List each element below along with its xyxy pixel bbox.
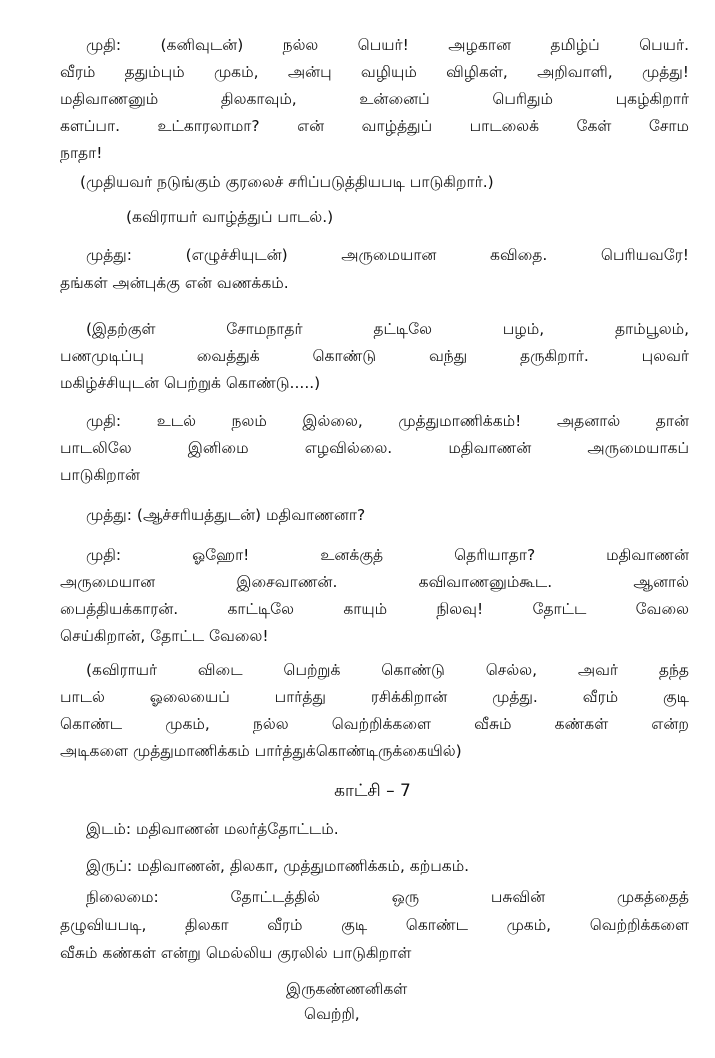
text-line: முதி: (கனிவுடன்) நல்ல பெயர்! அழகான தமிழ்ப் பெயர். [86, 36, 689, 54]
text-line: செய்கிறான், தோட்ட வேலை! [60, 627, 269, 645]
stage-direction: கொண்ட முகம், நல்ல வெற்றிக்களை வீசும் கண்கள் என்ற [60, 715, 689, 733]
scene-situation: வீசும் கண்கள் என்று மெல்லிய குரலில் பாடுகிறாள் [60, 944, 412, 962]
text-line: முத்து: (ஆச்சரியத்துடன்) மதிவாணனா? [86, 506, 366, 524]
text-line: நாதா! [60, 144, 103, 162]
text-line: மதிவாணனும் திலகாவும், உன்னைப் பெரிதும் புகழ்கிறார் [60, 90, 689, 108]
text-line: களப்பா. உட்காரலாமா? என் வாழ்த்துப் பாடலைக் கேள் சோம [60, 117, 689, 135]
text-line: முதி: ஓஹோ! உனக்குத் தெரியாதா? மதிவாணன் [86, 546, 689, 564]
stage-direction: பாடல் ஓலையைப் பார்த்து ரசிக்கிறான் முத்து. வீரம் குடி [60, 688, 689, 706]
stage-direction: (கவிராயர் விடை பெற்றுக் கொண்டு செல்ல, அவர் தந்த [86, 661, 689, 679]
text-line: பாடுகிறான் [60, 466, 140, 484]
text-line: தங்கள் அன்புக்கு என் வணக்கம். [60, 274, 289, 292]
text-line: வீரம் ததும்பும் முகம், அன்பு வழியும் விழிகள், அறிவாளி, முத்து! [60, 63, 689, 81]
stage-direction: மகிழ்ச்சியுடன் பெற்றுக் கொண்டு.....) [60, 374, 321, 392]
stage-direction: அடிகளை முத்துமாணிக்கம் பார்த்துக்கொண்டிருக்கையில்) [60, 742, 462, 760]
text-line: பைத்தியக்காரன். காட்டிலே காயும் நிலவு! தோட்ட வேலை [60, 600, 689, 618]
song-line: இருகண்ணனிகள் [286, 980, 408, 998]
scene-characters: இருப்: மதிவாணன், திலகா, முத்துமாணிக்கம், கற்பகம். [86, 857, 470, 875]
text-line: அருமையான இசைவாணன். கவிவாணனும்கூட. ஆனால் [60, 573, 689, 591]
song-line: வெற்றி, [304, 1005, 360, 1023]
stage-direction: (இதற்குள் சோமநாதர் தட்டிலே பழம், தாம்பூலம், [86, 320, 689, 338]
scene-heading: காட்சி – 7 [334, 781, 411, 801]
scene-situation: தழுவியபடி, திலகா வீரம் குடி கொண்ட முகம், வெற்றிக்களை [60, 916, 689, 934]
scene-location: இடம்: மதிவாணன் மலர்த்தோட்டம். [86, 820, 339, 838]
text-line: பாடலிலே இனிமை எழவில்லை. மதிவாணன் அருமையாகப் [60, 439, 689, 457]
stage-direction: (கவிராயர் வாழ்த்துப் பாடல்.) [126, 208, 334, 226]
scene-situation: நிலைமை: தோட்டத்தில் ஒரு பசுவின் முகத்தைத் [86, 888, 689, 906]
text-line: முத்து: (எழுச்சியுடன்) அருமையான கவிதை. பெரியவரே! [86, 246, 689, 264]
text-line: முதி: உடல் நலம் இல்லை, முத்துமாணிக்கம்! அதனால் தான் [86, 412, 689, 430]
stage-direction: பணமுடிப்பு வைத்துக் கொண்டு வந்து தருகிறார். புலவர் [60, 347, 689, 365]
stage-direction: (முதியவர் நடுங்கும் குரலைச் சரிப்படுத்தியபடி பாடுகிறார்.) [80, 173, 494, 191]
